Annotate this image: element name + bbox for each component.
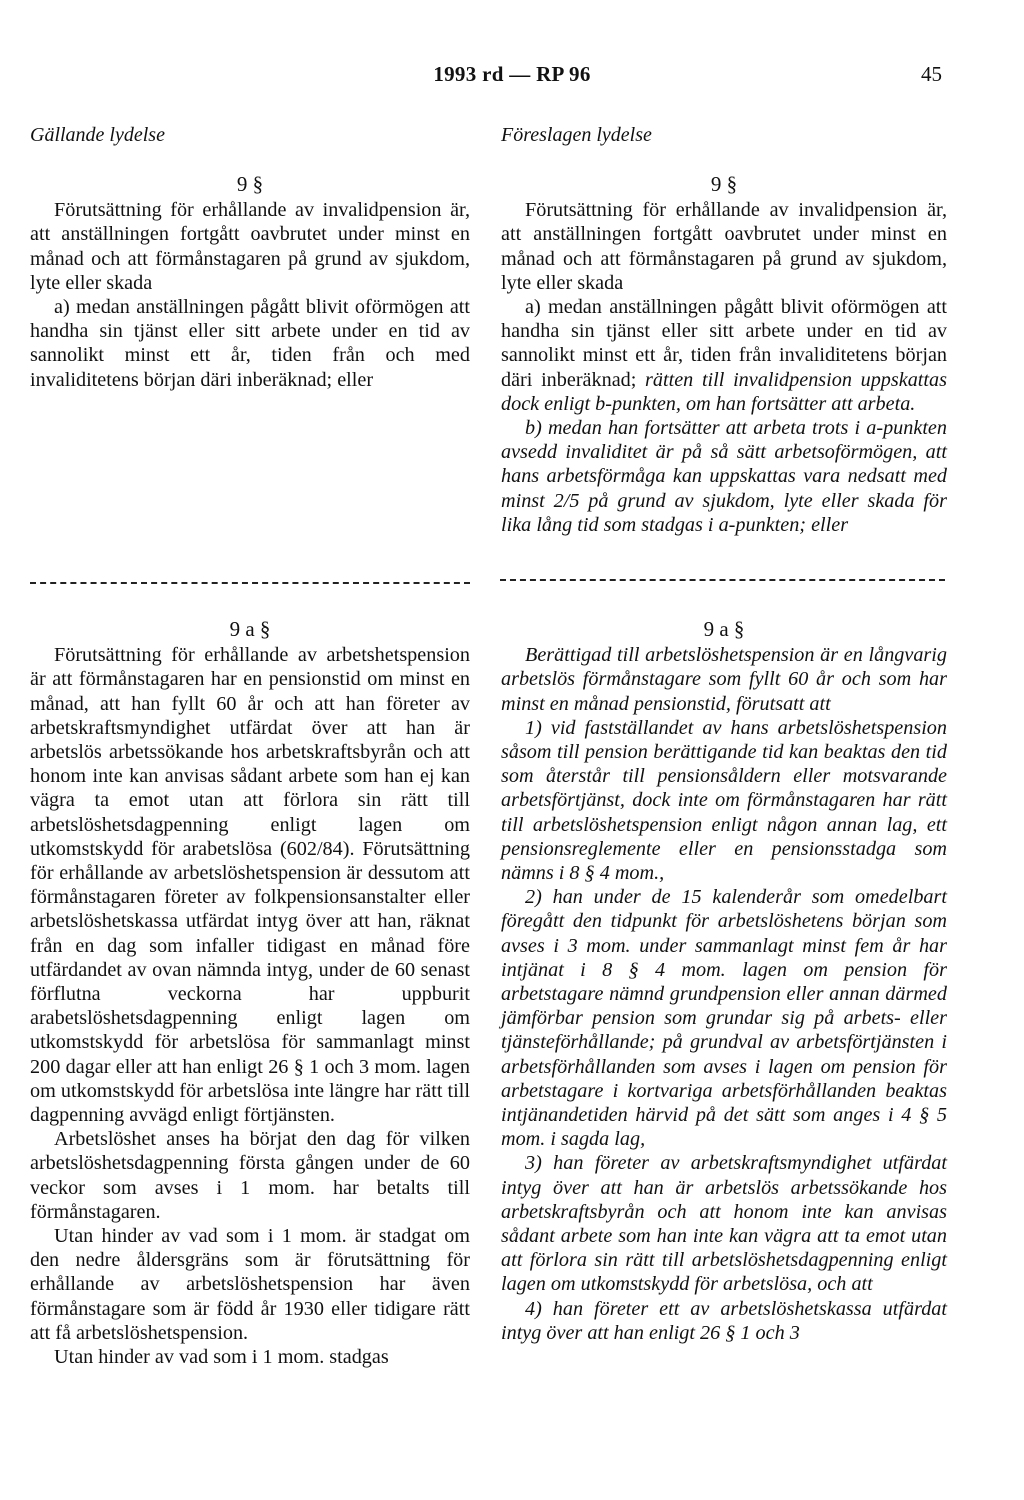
document-title: 1993 rd — RP 96 <box>433 62 591 86</box>
omission-divider <box>500 579 945 581</box>
section-heading: 9 a § <box>703 617 745 641</box>
paragraph-text: a) medan anställningen pågått blivit oförmögen att handha sin tjänst eller sitt arbete under en tid av sannolikt minst ett år, tiden från invaliditetens början däri inberäknad; <box>501 296 947 391</box>
section-heading: 9 § <box>710 172 738 196</box>
omission-divider <box>30 582 470 584</box>
paragraph: Förutsättning för erhållande av arbetshetspension är att förmånstagaren har en pensionstid om minst en månad, att han fyllt 60 år och att han företer av arbetskraftsmyndighet utfärdat över att han är arbetslös arbetssökande hos arbetskraftsbyrån och att honom inte kan anvisas sådant arbete som han ej kan vägra ta emot utan att förlora sin rätt till arbetslöshetsdagpenning enligt lagen om utkomstskydd för arabetslösa (602/84). Förutsättning för erhållande av arbetslöshetspension är dessutom att förmånstagaren företer av folkpensionsanstalter eller arbetslöshetskassa utfärdat intyg över att han, räknat från en dag som infaller tidigast en månad före utfärdandet av ovan nämnda intyg, under de 60 senast förflutna veckorna har uppburit arabetslöshetsdagpenning enligt lagen om utkomstskydd för arbetslösa för sammanlagt minst 200 dagar eller att han enligt 26 § 1 och 3 mom. lagen om utkomstskydd för arbetslösa inte längre har rätt till dagpenning avvägd enligt förtjänsten. <box>30 644 470 1127</box>
left-column-title: Gällande lydelse <box>30 124 165 146</box>
left-section-9 <box>30 172 470 392</box>
section-heading: 9 § <box>236 172 264 196</box>
paragraph: Förutsättning för erhållande av invalidpension är, att anställningen fortgått oavbrutet under minst en månad och att förmånstagaren på grund av sjukdom, lyte eller skada <box>30 199 470 294</box>
right-section-9a <box>501 617 947 1345</box>
paragraph: 3) han företer av arbetskraftsmyndighet utfärdat intyg över att han är arbetslös arbetssökande hos arbetskraftsbyrån och att honom inte kan anvisas sådant arbete som han inte kan vägra att ta emot utan att förlora sin rätt till arbetslöshetsdagpenning enligt lagen om utkomstskydd för arbetslösa, och att <box>501 1152 947 1296</box>
paragraph: 1) vid fastställandet av hans arbetslöshetspension såsom till pension berättigande tid kan beaktas den tid som återstår till pensionsåldern eller motsvarande arbetsförtjänst, dock inte om förmånstagaren har rätt till arbetslöshetspension enligt någon annan lag, ett pensionsreglemente eller en pensionsstadga som nämns i 8 § 4 mom., <box>501 716 947 885</box>
paragraph: b) medan han fortsätter att arbeta trots i a-punkten avsedd invaliditet är på så sätt arbetsoförmögen, att hans arbetsförmåga kan uppskattas vara nedsatt med minst 2/5 på grund av sjukdom, lyte eller skada för lika lång tid som stadgas i a-punkten; eller <box>501 417 947 536</box>
paragraph <box>501 295 947 416</box>
page-number: 45 <box>921 62 942 86</box>
paragraph: Utan hinder av vad som i 1 mom. stadgas <box>54 1346 389 1369</box>
left-section-9a <box>30 617 470 1369</box>
paragraph: Arbetslöshet anses ha börjat den dag för vilken arbetslöshetsdagpenning första gången under de 60 veckor som avses i 1 mom. har betalts till förmånstagaren. <box>30 1128 470 1223</box>
paragraph-italic-text: rätten till invalidpension uppskattas dock enligt b-punkten, om han fortsätter att arbeta. <box>501 368 947 415</box>
page-header <box>0 62 1024 92</box>
paragraph: Utan hinder av vad som i 1 mom. är stadgat om den nedre åldersgräns som är förutsättning för erhållande av arbetslöshetspension har även förmånstagare som är född år 1930 eller tidigare rätt att få arbetslöshetspension. <box>30 1225 470 1344</box>
right-column-title: Föreslagen lydelse <box>501 124 652 146</box>
paragraph: 4) han företer ett av arbetslöshetskassa utfärdat intyg över att han enligt 26 § 1 och 3 <box>501 1297 947 1344</box>
section-heading: 9 a § <box>229 617 271 641</box>
paragraph: Förutsättning för erhållande av invalidpension är, att anställningen fortgått oavbrutet under minst en månad och att förmånstagaren på grund av sjukdom, lyte eller skada <box>501 199 947 294</box>
right-section-9 <box>501 172 947 537</box>
paragraph: a) medan anställningen pågått blivit oförmögen att handha sin tjänst eller sitt arbete under en tid av sannolikt minst ett år, tiden från och med invaliditetens början däri inberäknad; eller <box>30 296 470 391</box>
paragraph: 2) han under de 15 kalenderår som omedelbart föregått den tidpunkt för arbetslöshetens början som avses i 3 mom. under sammanlagt minst fem år har intjänat i 8 § 4 mom. lagen om pension för arbetstagare nämnd grundpension eller annan därmed jämförbar pension som grundar sig på arbets- eller tjänsteförhållande; på grundval av arbetsförtjänsten i arbetsförhållanden som avses i lagen om pension för arbetstagare i kortvariga arbetsförhållanden beaktas intjänandetiden härvid på det sätt som anges i 4 § 5 mom. i sagda lag, <box>501 886 947 1151</box>
paragraph: Berättigad till arbetslöshetspension är en långvarig arbetslös förmånstagare som fyllt 60 år och som har minst en månad pensionstid, förutsatt att <box>501 644 947 715</box>
